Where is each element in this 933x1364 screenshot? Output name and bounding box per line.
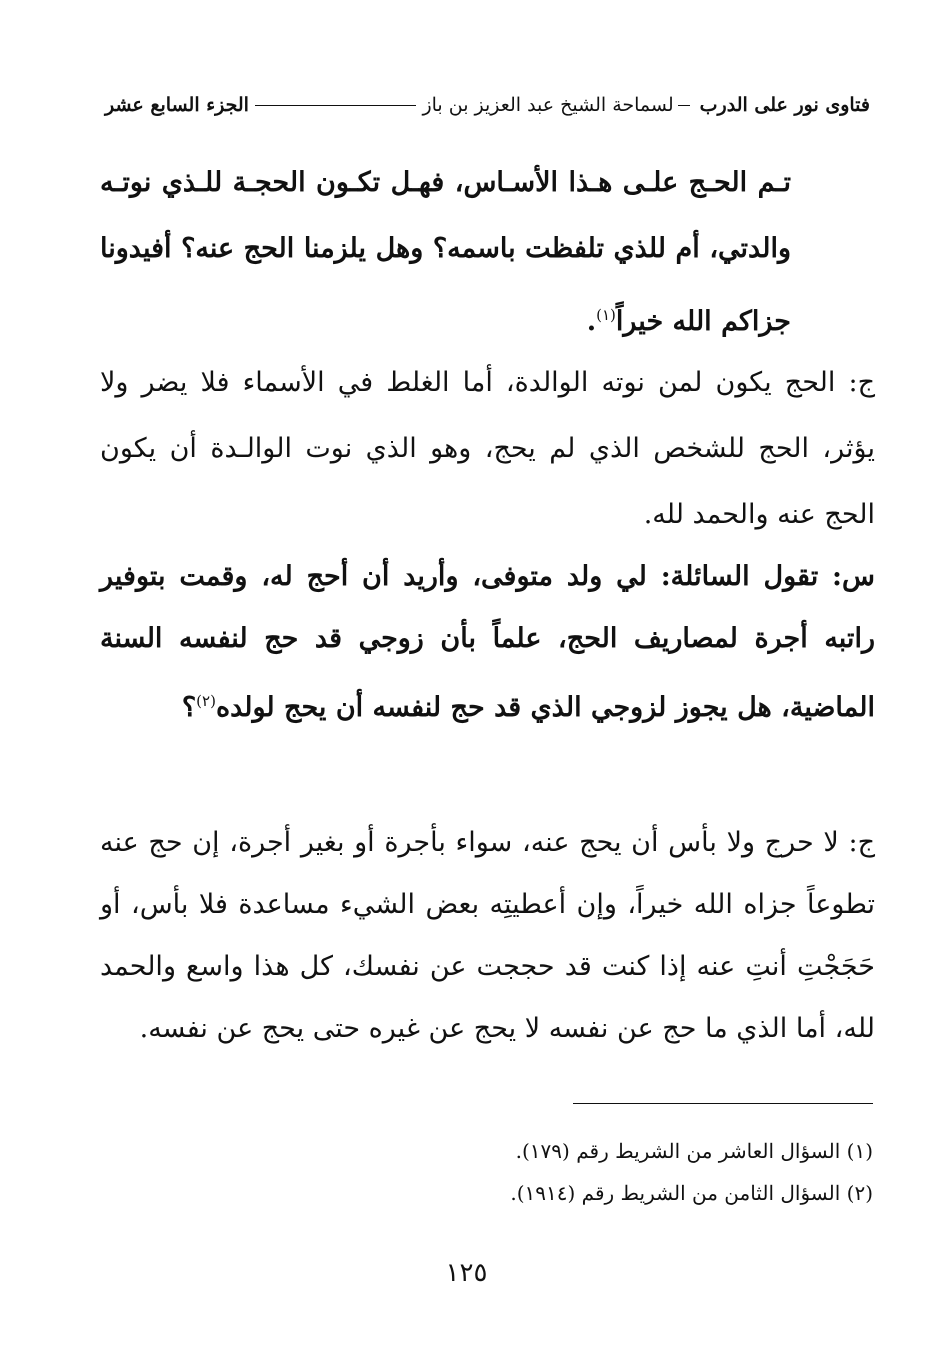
footnote-item: (١) السؤال العاشر من الشريط رقم (١٧٩). (515, 1139, 873, 1163)
footnote-mark: (١) (596, 306, 616, 324)
question-text: س: تقول السائلة: لي ولد متوفى، وأريد أن أحج له، وقمت بتوفير راتبه أجرة لمصاريف الحج، علماً بأن زوجي قد حج لنفسه السنة الماضية، هل يجوز لزوجي الذي قد حج لنفسه أن يحج لولده (100, 561, 875, 723)
answer-paragraph (100, 812, 875, 1060)
answer-text: ج: لا حرج ولا بأس أن يحج عنه، سواء بأجرة أو بغير أجرة، إن حج عنه تطوعاً جزاه الله خيراً، وإن أعطيتِه بعض الشيء مساعدة فلا بأس، أو حَجَجْتِ أنتِ عنه إذا كنت قد حججت عن نفسك، كل هذا واسع والحمد لله، أما الذي ما حج عن نفسه لا يحج عن غيره حتى يحج عن نفسه. (100, 827, 875, 1044)
author-line: لسماحة الشيخ عبد العزيز بن باز (422, 94, 674, 116)
header-rule (255, 105, 416, 106)
footnote-separator (573, 1103, 873, 1104)
answer-text: ج: الحج يكون لمن نوته الوالدة، أما الغلط في الأسماء فلا يضر ولا يؤثر، الحج للشخص الذي لم يحج، وهو الذي نوت الوالـدة أن يكون الحج عنه والحمد لله. (100, 367, 875, 530)
answer-paragraph (100, 350, 875, 548)
running-header (105, 88, 870, 122)
question-continuation (100, 150, 791, 355)
sentence-end: . (586, 306, 597, 337)
page-number: ١٢٥ (445, 1258, 488, 1288)
question-paragraph (100, 546, 875, 739)
question-text: تـم الحـج علـى هـذا الأسـاس، فهـل تكـون الحجـة للـذي نوتـه والدتي، أم للذي تلفظت باسمه؟ وهل يلزمنا الحج عنه؟ أفيدونا جزاكم الله خيراً (100, 167, 791, 337)
sentence-end: ؟ (181, 692, 197, 723)
footnotes (113, 1130, 873, 1214)
footnote-mark: (٢) (196, 692, 216, 710)
header-dash (678, 105, 690, 106)
footnote-item: (٢) السؤال الثامن من الشريط رقم (١٩١٤). (510, 1181, 873, 1205)
part-title: الجزء السابع عشر (105, 94, 249, 116)
book-title: فتاوى نور على الدرب (699, 94, 870, 116)
